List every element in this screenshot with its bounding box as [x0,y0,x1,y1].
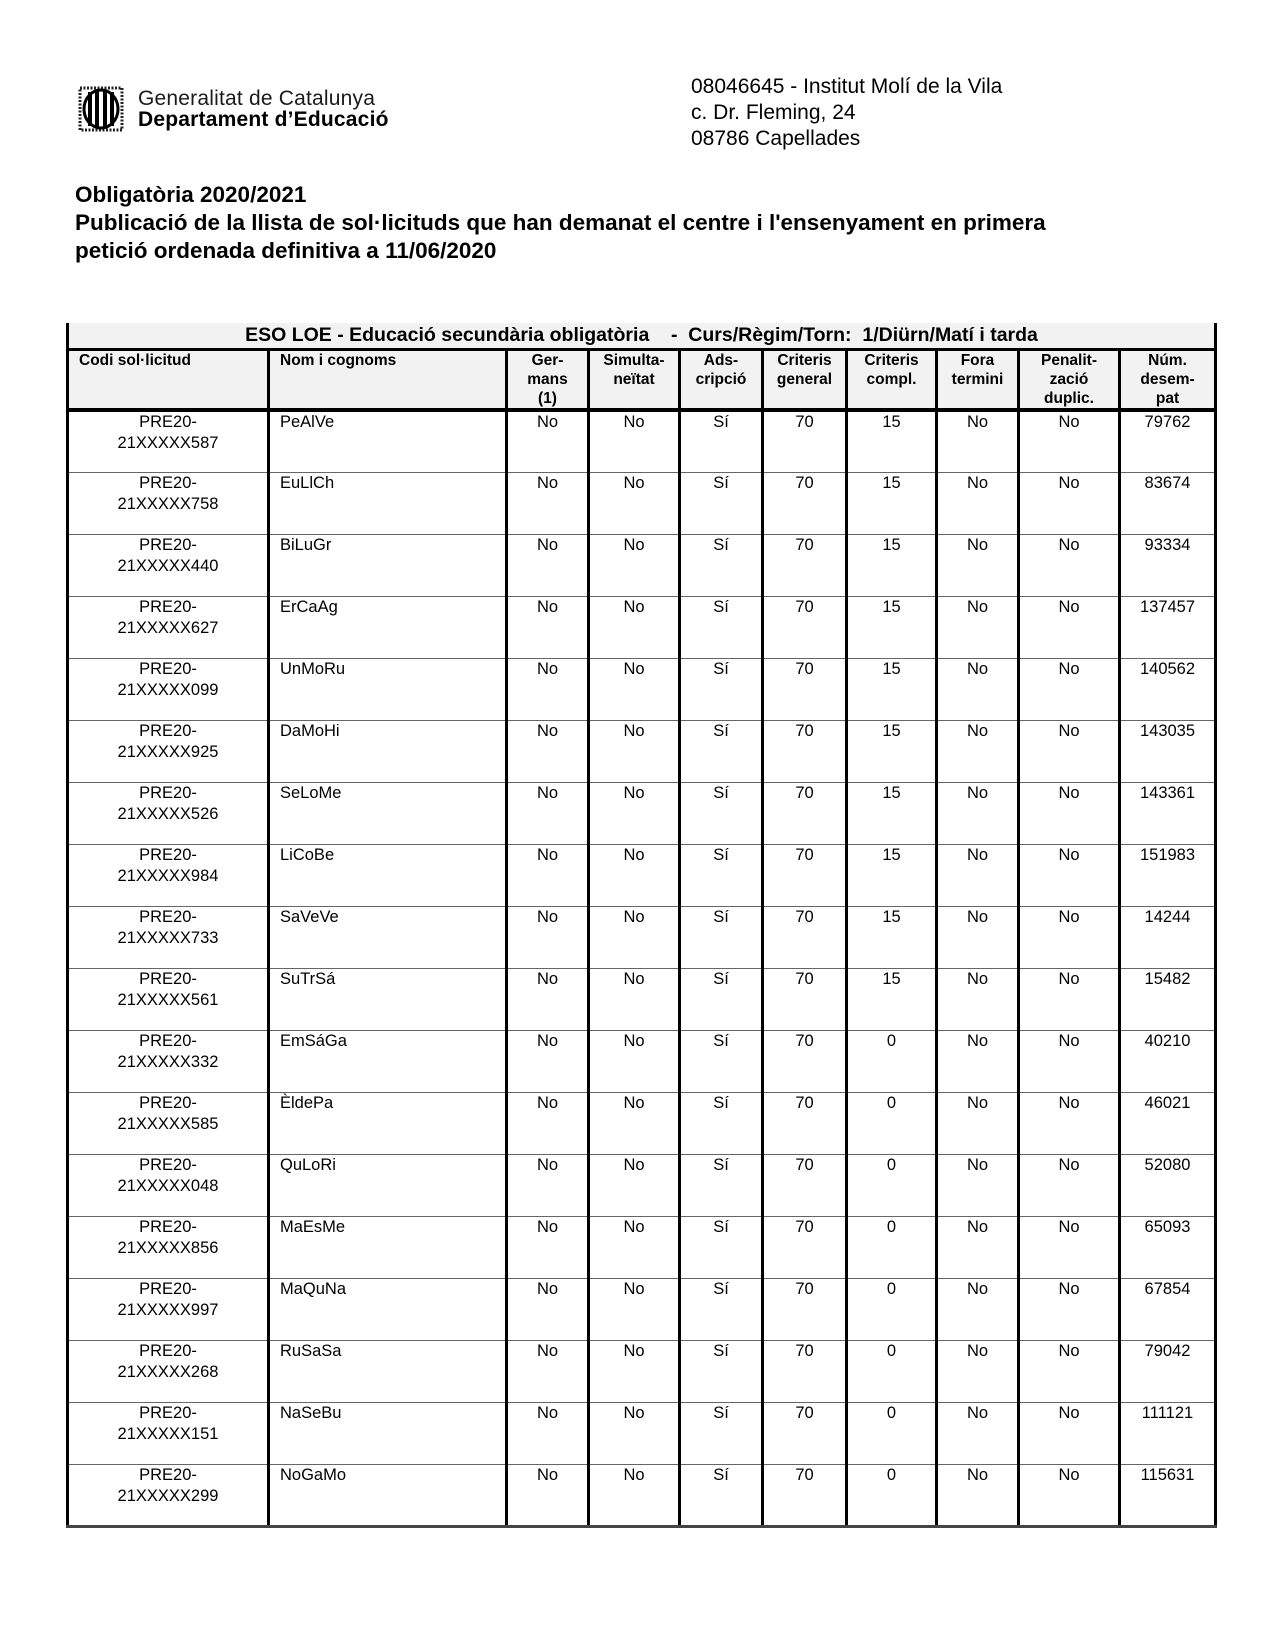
adscription-cell: Sí [680,1340,763,1402]
adscription-cell: Sí [680,1216,763,1278]
application-code-cell: PRE20- 21XXXXX587 [68,410,269,472]
simultaneity-cell: No [589,472,680,534]
adscription-cell: Sí [680,410,763,472]
simultaneity-cell: No [589,596,680,658]
general-criteria-cell: 70 [763,596,847,658]
siblings-cell: No [507,1154,589,1216]
duplicate-penalty-cell: No [1019,1216,1120,1278]
general-criteria-cell: 70 [763,1402,847,1464]
tiebreak-number-cell: 52080 [1120,1154,1216,1216]
simultaneity-cell: No [589,906,680,968]
applicant-name-cell: UnMoRu [269,658,507,720]
table-row [68,782,1216,844]
simultaneity-cell: No [589,658,680,720]
adscription-cell: Sí [680,844,763,906]
table-row [68,1092,1216,1154]
tiebreak-number-cell: 79042 [1120,1340,1216,1402]
applicant-name-cell: ÈldePa [269,1092,507,1154]
general-criteria-cell: 70 [763,1464,847,1526]
column-header-duplicate-penalty: Penalit- zació duplic. [1019,350,1120,411]
simultaneity-cell: No [589,1092,680,1154]
adscription-cell: Sí [680,472,763,534]
adscription-cell: Sí [680,1278,763,1340]
simultaneity-cell: No [589,844,680,906]
title-description-line2: petició ordenada definitiva a 11/06/2020 [75,238,497,263]
general-criteria-cell: 70 [763,1278,847,1340]
complementary-criteria-cell: 0 [847,1402,937,1464]
application-code-cell: PRE20- 21XXXXX856 [68,1216,269,1278]
applicant-name-cell: NaSeBu [269,1402,507,1464]
complementary-criteria-cell: 15 [847,844,937,906]
application-code-cell: PRE20- 21XXXXX561 [68,968,269,1030]
title-description-line1: Publicació de la llista de sol·licituds que han demanat el centre i l'ensenyament en primera [75,210,1046,235]
table-header-row [68,350,1216,411]
late-cell: No [937,1154,1019,1216]
duplicate-penalty-cell: No [1019,410,1120,472]
table-row [68,906,1216,968]
complementary-criteria-cell: 15 [847,658,937,720]
tiebreak-number-cell: 137457 [1120,596,1216,658]
applicant-name-cell: DaMoHi [269,720,507,782]
late-cell: No [937,720,1019,782]
tiebreak-number-cell: 14244 [1120,906,1216,968]
tiebreak-number-cell: 83674 [1120,472,1216,534]
complementary-criteria-cell: 0 [847,1030,937,1092]
general-criteria-cell: 70 [763,410,847,472]
application-code-cell: PRE20- 21XXXXX048 [68,1154,269,1216]
general-criteria-cell: 70 [763,534,847,596]
column-header-late: Fora termini [937,350,1019,411]
tiebreak-number-cell: 93334 [1120,534,1216,596]
adscription-cell: Sí [680,1092,763,1154]
adscription-cell: Sí [680,596,763,658]
duplicate-penalty-cell: No [1019,906,1120,968]
adscription-cell: Sí [680,782,763,844]
complementary-criteria-cell: 0 [847,1092,937,1154]
tiebreak-number-cell: 140562 [1120,658,1216,720]
column-header-complementary-criteria: Criteris compl. [847,350,937,411]
document-title [75,181,1046,265]
table-row [68,1030,1216,1092]
applicant-name-cell: SeLoMe [269,782,507,844]
siblings-cell: No [507,844,589,906]
general-criteria-cell: 70 [763,472,847,534]
duplicate-penalty-cell: No [1019,1092,1120,1154]
late-cell: No [937,658,1019,720]
applicant-name-cell: PeAlVe [269,410,507,472]
application-code-cell: PRE20- 21XXXXX925 [68,720,269,782]
late-cell: No [937,1278,1019,1340]
siblings-cell: No [507,1216,589,1278]
simultaneity-cell: No [589,534,680,596]
duplicate-penalty-cell: No [1019,1402,1120,1464]
column-header-general-criteria: Criteris general [763,350,847,411]
adscription-cell: Sí [680,1464,763,1526]
application-code-cell: PRE20- 21XXXXX585 [68,1092,269,1154]
simultaneity-cell: No [589,1340,680,1402]
duplicate-penalty-cell: No [1019,534,1120,596]
department-logo [76,86,389,132]
general-criteria-cell: 70 [763,1340,847,1402]
table-row [68,658,1216,720]
column-header-name: Nom i cognoms [269,350,507,411]
siblings-cell: No [507,1030,589,1092]
general-criteria-cell: 70 [763,658,847,720]
adscription-cell: Sí [680,1154,763,1216]
table-row [68,472,1216,534]
siblings-cell: No [507,472,589,534]
siblings-cell: No [507,968,589,1030]
column-header-simultaneity: Simulta- neïtat [589,350,680,411]
application-code-cell: PRE20- 21XXXXX758 [68,472,269,534]
applications-table [66,323,1217,1528]
school-city: 08786 Capellades [691,127,861,150]
table-row [68,534,1216,596]
application-code-cell: PRE20- 21XXXXX733 [68,906,269,968]
duplicate-penalty-cell: No [1019,844,1120,906]
siblings-cell: No [507,720,589,782]
simultaneity-cell: No [589,720,680,782]
general-criteria-cell: 70 [763,1216,847,1278]
duplicate-penalty-cell: No [1019,596,1120,658]
applicant-name-cell: ErCaAg [269,596,507,658]
complementary-criteria-cell: 0 [847,1216,937,1278]
applicant-name-cell: SuTrSá [269,968,507,1030]
late-cell: No [937,968,1019,1030]
complementary-criteria-cell: 15 [847,534,937,596]
application-code-cell: PRE20- 21XXXXX984 [68,844,269,906]
general-criteria-cell: 70 [763,844,847,906]
application-code-cell: PRE20- 21XXXXX299 [68,1464,269,1526]
school-street: c. Dr. Fleming, 24 [691,101,856,124]
general-criteria-cell: 70 [763,782,847,844]
siblings-cell: No [507,596,589,658]
complementary-criteria-cell: 15 [847,472,937,534]
simultaneity-cell: No [589,782,680,844]
column-header-adscription: Ads- cripció [680,350,763,411]
siblings-cell: No [507,1092,589,1154]
complementary-criteria-cell: 15 [847,596,937,658]
adscription-cell: Sí [680,534,763,596]
siblings-cell: No [507,1402,589,1464]
logo-department-text: Departament d’Educació [138,108,389,131]
siblings-cell: No [507,534,589,596]
duplicate-penalty-cell: No [1019,1278,1120,1340]
tiebreak-number-cell: 115631 [1120,1464,1216,1526]
late-cell: No [937,410,1019,472]
tiebreak-number-cell: 67854 [1120,1278,1216,1340]
applicant-name-cell: EmSáGa [269,1030,507,1092]
duplicate-penalty-cell: No [1019,1030,1120,1092]
duplicate-penalty-cell: No [1019,1464,1120,1526]
column-header-siblings: Ger- mans (1) [507,350,589,411]
complementary-criteria-cell: 0 [847,1278,937,1340]
applicant-name-cell: EuLlCh [269,472,507,534]
applicant-name-cell: SaVeVe [269,906,507,968]
duplicate-penalty-cell: No [1019,968,1120,1030]
general-criteria-cell: 70 [763,968,847,1030]
tiebreak-number-cell: 40210 [1120,1030,1216,1092]
application-code-cell: PRE20- 21XXXXX627 [68,596,269,658]
late-cell: No [937,596,1019,658]
school-address [691,74,1002,152]
simultaneity-cell: No [589,410,680,472]
tiebreak-number-cell: 65093 [1120,1216,1216,1278]
simultaneity-cell: No [589,1154,680,1216]
siblings-cell: No [507,906,589,968]
column-header-code: Codi sol·licitud [68,350,269,411]
late-cell: No [937,1030,1019,1092]
simultaneity-cell: No [589,1278,680,1340]
late-cell: No [937,782,1019,844]
school-name: 08046645 - Institut Molí de la Vila [691,75,1003,98]
siblings-cell: No [507,782,589,844]
tiebreak-number-cell: 151983 [1120,844,1216,906]
general-criteria-cell: 70 [763,1030,847,1092]
late-cell: No [937,472,1019,534]
adscription-cell: Sí [680,720,763,782]
simultaneity-cell: No [589,1464,680,1526]
simultaneity-cell: No [589,1402,680,1464]
simultaneity-cell: No [589,1030,680,1092]
adscription-cell: Sí [680,906,763,968]
complementary-criteria-cell: 0 [847,1154,937,1216]
tiebreak-number-cell: 111121 [1120,1402,1216,1464]
simultaneity-cell: No [589,1216,680,1278]
siblings-cell: No [507,410,589,472]
table-row [68,1278,1216,1340]
table-row [68,1464,1216,1526]
adscription-cell: Sí [680,1030,763,1092]
tiebreak-number-cell: 143035 [1120,720,1216,782]
simultaneity-cell: No [589,968,680,1030]
siblings-cell: No [507,1464,589,1526]
table-row [68,1216,1216,1278]
general-criteria-cell: 70 [763,1154,847,1216]
complementary-criteria-cell: 15 [847,968,937,1030]
duplicate-penalty-cell: No [1019,658,1120,720]
duplicate-penalty-cell: No [1019,472,1120,534]
duplicate-penalty-cell: No [1019,1340,1120,1402]
late-cell: No [937,906,1019,968]
complementary-criteria-cell: 0 [847,1464,937,1526]
generalitat-emblem-icon [76,86,126,132]
application-code-cell: PRE20- 21XXXXX997 [68,1278,269,1340]
table-row [68,410,1216,472]
late-cell: No [937,1402,1019,1464]
table-row [68,1154,1216,1216]
adscription-cell: Sí [680,968,763,1030]
general-criteria-cell: 70 [763,720,847,782]
applicant-name-cell: LiCoBe [269,844,507,906]
applicant-name-cell: QuLoRi [269,1154,507,1216]
tiebreak-number-cell: 79762 [1120,410,1216,472]
siblings-cell: No [507,1340,589,1402]
table-row [68,720,1216,782]
application-code-cell: PRE20- 21XXXXX268 [68,1340,269,1402]
late-cell: No [937,534,1019,596]
title-year: Obligatòria 2020/2021 [75,182,307,207]
table-row [68,968,1216,1030]
late-cell: No [937,844,1019,906]
duplicate-penalty-cell: No [1019,720,1120,782]
complementary-criteria-cell: 0 [847,1340,937,1402]
duplicate-penalty-cell: No [1019,1154,1120,1216]
adscription-cell: Sí [680,1402,763,1464]
application-code-cell: PRE20- 21XXXXX440 [68,534,269,596]
tiebreak-number-cell: 15482 [1120,968,1216,1030]
table-row [68,596,1216,658]
complementary-criteria-cell: 15 [847,720,937,782]
applicant-name-cell: MaEsMe [269,1216,507,1278]
application-code-cell: PRE20- 21XXXXX099 [68,658,269,720]
adscription-cell: Sí [680,658,763,720]
general-criteria-cell: 70 [763,1092,847,1154]
late-cell: No [937,1092,1019,1154]
applicant-name-cell: NoGaMo [269,1464,507,1526]
logo-generalitat-text: Generalitat de Catalunya [138,87,376,110]
late-cell: No [937,1216,1019,1278]
complementary-criteria-cell: 15 [847,782,937,844]
complementary-criteria-cell: 15 [847,410,937,472]
general-criteria-cell: 70 [763,906,847,968]
table-row [68,1340,1216,1402]
application-code-cell: PRE20- 21XXXXX332 [68,1030,269,1092]
table-caption: ESO LOE - Educació secundària obligatòria - Curs/Règim/Torn: 1/Diürn/Matí i tarda [68,323,1216,350]
table-row [68,844,1216,906]
applicant-name-cell: MaQuNa [269,1278,507,1340]
applicant-name-cell: BiLuGr [269,534,507,596]
column-header-tiebreak-number: Núm. desem- pat [1120,350,1216,411]
siblings-cell: No [507,658,589,720]
application-code-cell: PRE20- 21XXXXX151 [68,1402,269,1464]
application-code-cell: PRE20- 21XXXXX526 [68,782,269,844]
duplicate-penalty-cell: No [1019,782,1120,844]
tiebreak-number-cell: 46021 [1120,1092,1216,1154]
late-cell: No [937,1340,1019,1402]
applicant-name-cell: RuSaSa [269,1340,507,1402]
table-row [68,1402,1216,1464]
complementary-criteria-cell: 15 [847,906,937,968]
siblings-cell: No [507,1278,589,1340]
tiebreak-number-cell: 143361 [1120,782,1216,844]
late-cell: No [937,1464,1019,1526]
